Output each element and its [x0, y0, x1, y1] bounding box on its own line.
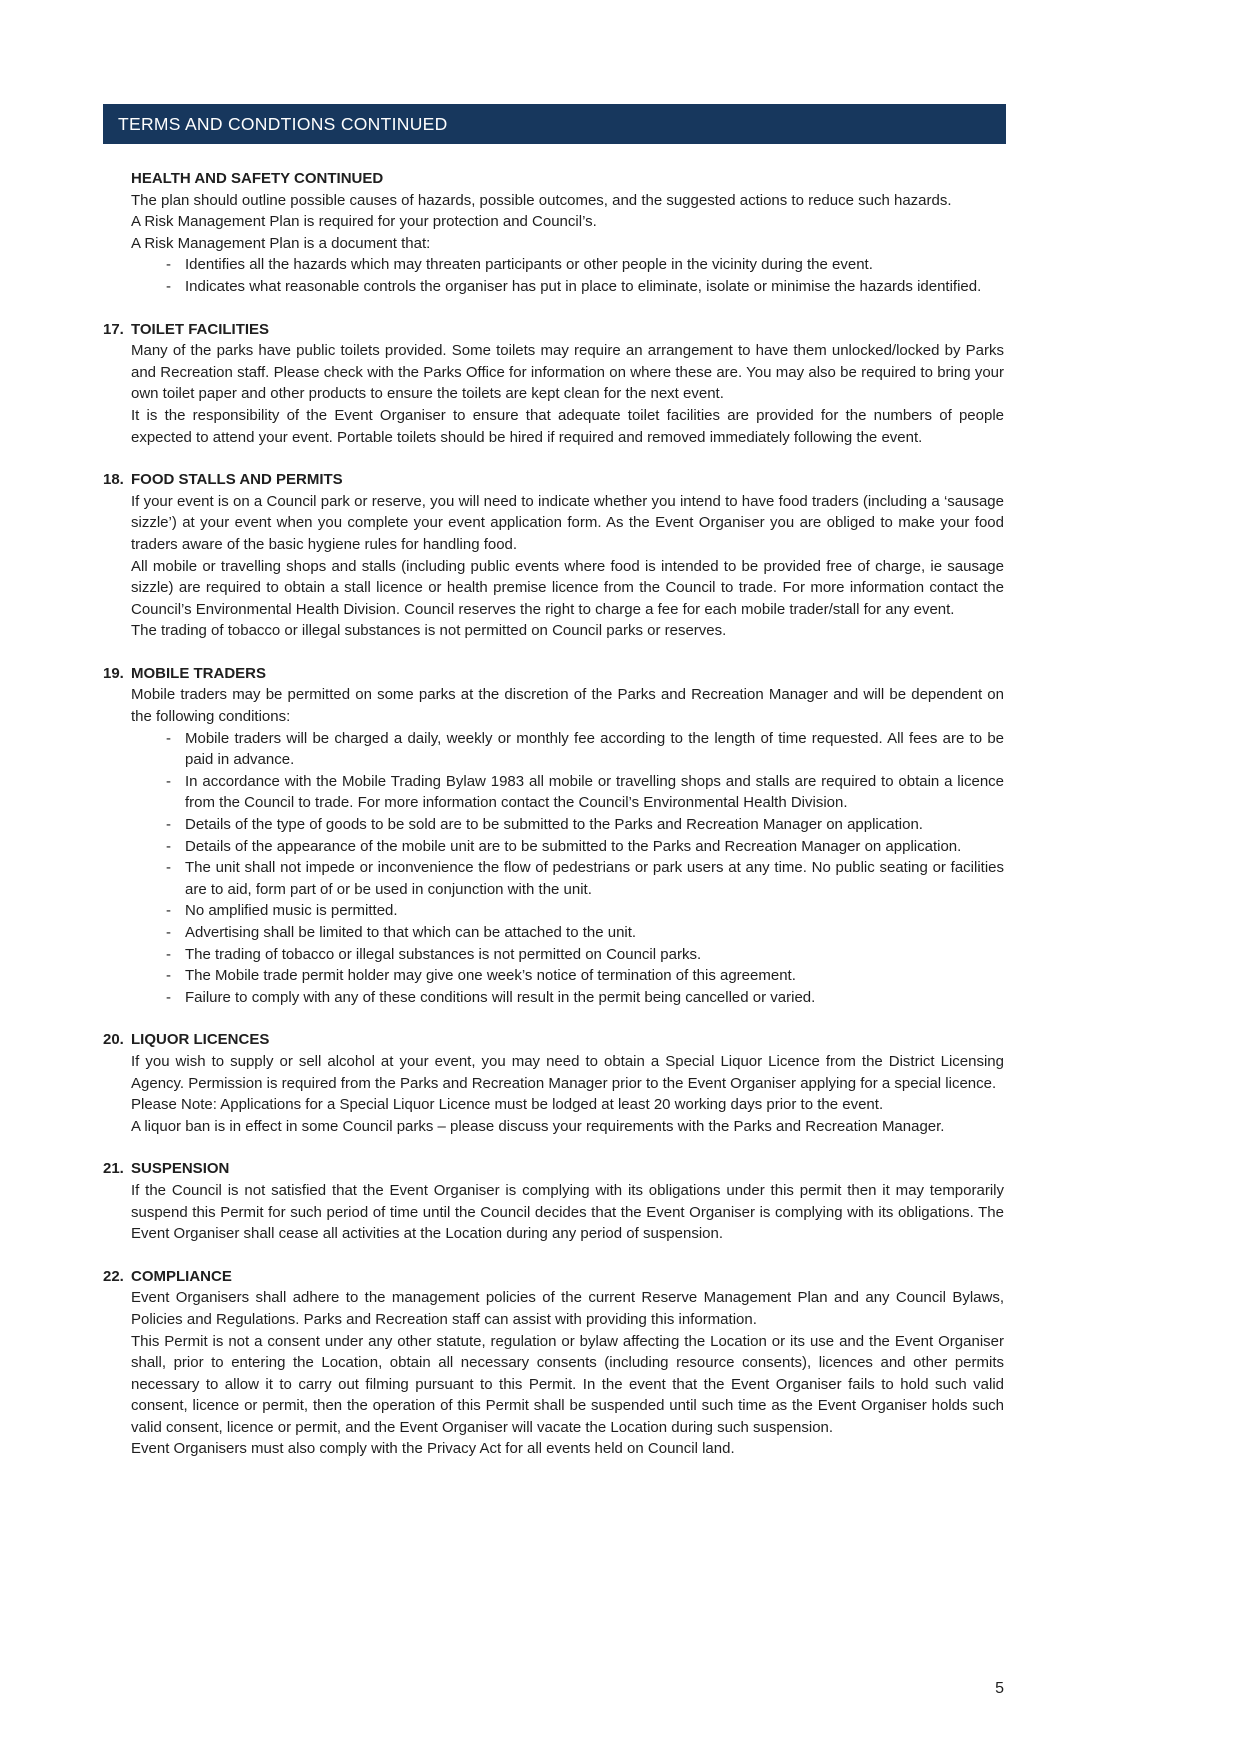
paragraph: The trading of tobacco or illegal substances is not permitted on Council parks or reserves.: [131, 622, 727, 640]
paragraph: A liquor ban is in effect in some Council parks – please discuss your requirements with the Parks and Recreation Manager.: [131, 1117, 945, 1135]
section: [103, 469, 1004, 642]
paragraph: The plan should outline possible causes of hazards, possible outcomes, and the suggested actions to reduce such hazards.: [131, 191, 952, 209]
section-number: 17.: [103, 320, 124, 338]
bullet-item: - In accordance with the Mobile Trading Bylaw 1983 all mobile or travelling shops and stalls are required to obtain a licence from the Council to trade. For more information contact the Council’s Environmental Health Division.: [185, 771, 1004, 814]
paragraph: All mobile or travelling shops and stalls (including public events where food is intended to be provided free of charge, ie sausage sizzle) are required to obtain a stall licence or health premise licence from the Council to trade. For more information contact the Council’s Environmental Health Division. Council reserves the right to charge a fee for each mobile trader/stall for any event.: [131, 557, 1004, 618]
bullet-list: [131, 254, 1004, 297]
bullet-item: - Indicates what reasonable controls the organiser has put in place to eliminate, isolate or minimise the hazards identified.: [185, 276, 1004, 298]
bullet-item: - No amplified music is permitted.: [185, 900, 1004, 922]
paragraph: If your event is on a Council park or reserve, you will need to indicate whether you intend to have food traders (including a ‘sausage sizzle’) at your event when you complete your event application form. As the Event Organiser you are obliged to make your food traders aware of the basic hygiene rules for handling food.: [131, 492, 1004, 553]
bullet-item: - Details of the type of goods to be sold are to be submitted to the Parks and Recreation Manager on application.: [185, 814, 1004, 836]
paragraph: Mobile traders may be permitted on some parks at the discretion of the Parks and Recreation Manager and will be dependent on the following conditions:: [131, 686, 1004, 726]
section-heading: [103, 168, 1004, 190]
paragraph: Event Organisers shall adhere to the management policies of the current Reserve Management Plan and any Council Bylaws, Policies and Regulations. Parks and Recreation staff can assist with providing this information.: [131, 1289, 1004, 1328]
bullet-item: - The unit shall not impede or inconvenience the flow of pedestrians or park users at any time. No public seating or facilities are to aid, form part of or be used in conjunction with the unit.: [185, 857, 1004, 900]
bullet-item: - The trading of tobacco or illegal substances is not permitted on Council parks.: [185, 944, 1004, 966]
section-number: 21.: [103, 1160, 124, 1178]
section: [103, 663, 1004, 1009]
paragraph: This Permit is not a consent under any other statute, regulation or bylaw affecting the Location or its use and the Event Organiser shall, prior to entering the Location, obtain all necessary consents (including resource consents), licences and other permits necessary to allow it to carry out filming pursuant to this Permit. In the event that the Event Organiser fails to hold such valid consent, licence or permit, then the operation of this Permit shall be suspended until such time as the Event Organiser holds such valid consent, licence or permit, and the Event Organiser will vacate the Location during such suspension.: [131, 1332, 1004, 1436]
section-heading: [103, 1158, 1004, 1180]
section-title: SUSPENSION: [131, 1160, 230, 1178]
paragraph: Event Organisers must also comply with the Privacy Act for all events held on Council land.: [131, 1440, 735, 1458]
bullet-item: - The Mobile trade permit holder may give one week’s notice of termination of this agreement.: [185, 965, 1004, 987]
bullet-item: - Failure to comply with any of these conditions will result in the permit being cancelled or varied.: [185, 987, 1004, 1009]
section-body: [103, 684, 1004, 1008]
section-body: [103, 1180, 1004, 1245]
bullet-item: - Advertising shall be limited to that which can be attached to the unit.: [185, 922, 1004, 944]
section-title: TOILET FACILITIES: [131, 320, 270, 338]
page-title: TERMS AND CONDTIONS CONTINUED: [118, 113, 448, 134]
paragraph: A Risk Management Plan is required for your protection and Council’s.: [131, 213, 597, 231]
section-body: [103, 491, 1004, 642]
section-body: [103, 190, 1004, 298]
section-title: HEALTH AND SAFETY CONTINUED: [131, 170, 384, 187]
paragraph: If you wish to supply or sell alcohol at your event, you may need to obtain a Special Liquor Licence from the District Licensing Agency. Permission is required from the Parks and Recreation Manager prior to the Event Organiser applying for a special licence.: [131, 1052, 1004, 1092]
section-heading: [103, 1266, 1004, 1288]
section: [103, 1266, 1004, 1460]
section: [103, 319, 1004, 449]
bullet-item: - Identifies all the hazards which may threaten participants or other people in the vicinity during the event.: [185, 254, 1004, 276]
section: [103, 168, 1004, 298]
bullet-item: - Details of the appearance of the mobile unit are to be submitted to the Parks and Recreation Manager on application.: [185, 836, 1004, 858]
paragraph: It is the responsibility of the Event Organiser to ensure that adequate toilet facilities are provided for the numbers of people expected to attend your event. Portable toilets should be hired if required and removed immediately following the event.: [131, 406, 1004, 446]
paragraph: Many of the parks have public toilets provided. Some toilets may require an arrangement to have them unlocked/locked by Parks and Recreation staff. Please check with the Parks Office for information on where these are. You may also be required to bring your own toilet paper and other products to ensure the toilets are kept clean for the next event.: [131, 342, 1004, 403]
section-body: [103, 1287, 1004, 1460]
section-body: [103, 340, 1004, 448]
section-number: 18.: [103, 471, 124, 489]
section-body: [103, 1051, 1004, 1137]
bullet-item: - Mobile traders will be charged a daily, weekly or monthly fee according to the length of time requested. All fees are to be paid in advance.: [185, 728, 1004, 771]
section-title: COMPLIANCE: [131, 1267, 232, 1285]
section-number: 20.: [103, 1031, 124, 1049]
page-header-bar: [103, 104, 1006, 144]
section-heading: [103, 1029, 1004, 1051]
section-heading: [103, 319, 1004, 341]
section: [103, 1158, 1004, 1244]
section-title: FOOD STALLS AND PERMITS: [131, 471, 343, 489]
paragraph: If the Council is not satisfied that the Event Organiser is complying with its obligations under this permit then it may temporarily suspend this Permit for such period of time until the Council decides that the Event Organiser is complying with its obligations. The Event Organiser shall cease all activities at the Location during any period of suspension.: [131, 1181, 1004, 1243]
page-number: 5: [995, 1680, 1004, 1697]
section: [103, 1029, 1004, 1137]
section-number: 22.: [103, 1267, 124, 1285]
section-number: 19.: [103, 664, 124, 682]
paragraph: Please Note: Applications for a Special Liquor Licence must be lodged at least 20 working days prior to the event.: [131, 1096, 884, 1114]
paragraph: A Risk Management Plan is a document that:: [131, 234, 431, 252]
bullet-list: [131, 728, 1004, 1009]
section-title: MOBILE TRADERS: [131, 664, 266, 682]
section-title: LIQUOR LICENCES: [131, 1031, 270, 1049]
terms-content: [103, 168, 1004, 1460]
section-heading: [103, 469, 1004, 491]
section-heading: [103, 663, 1004, 685]
